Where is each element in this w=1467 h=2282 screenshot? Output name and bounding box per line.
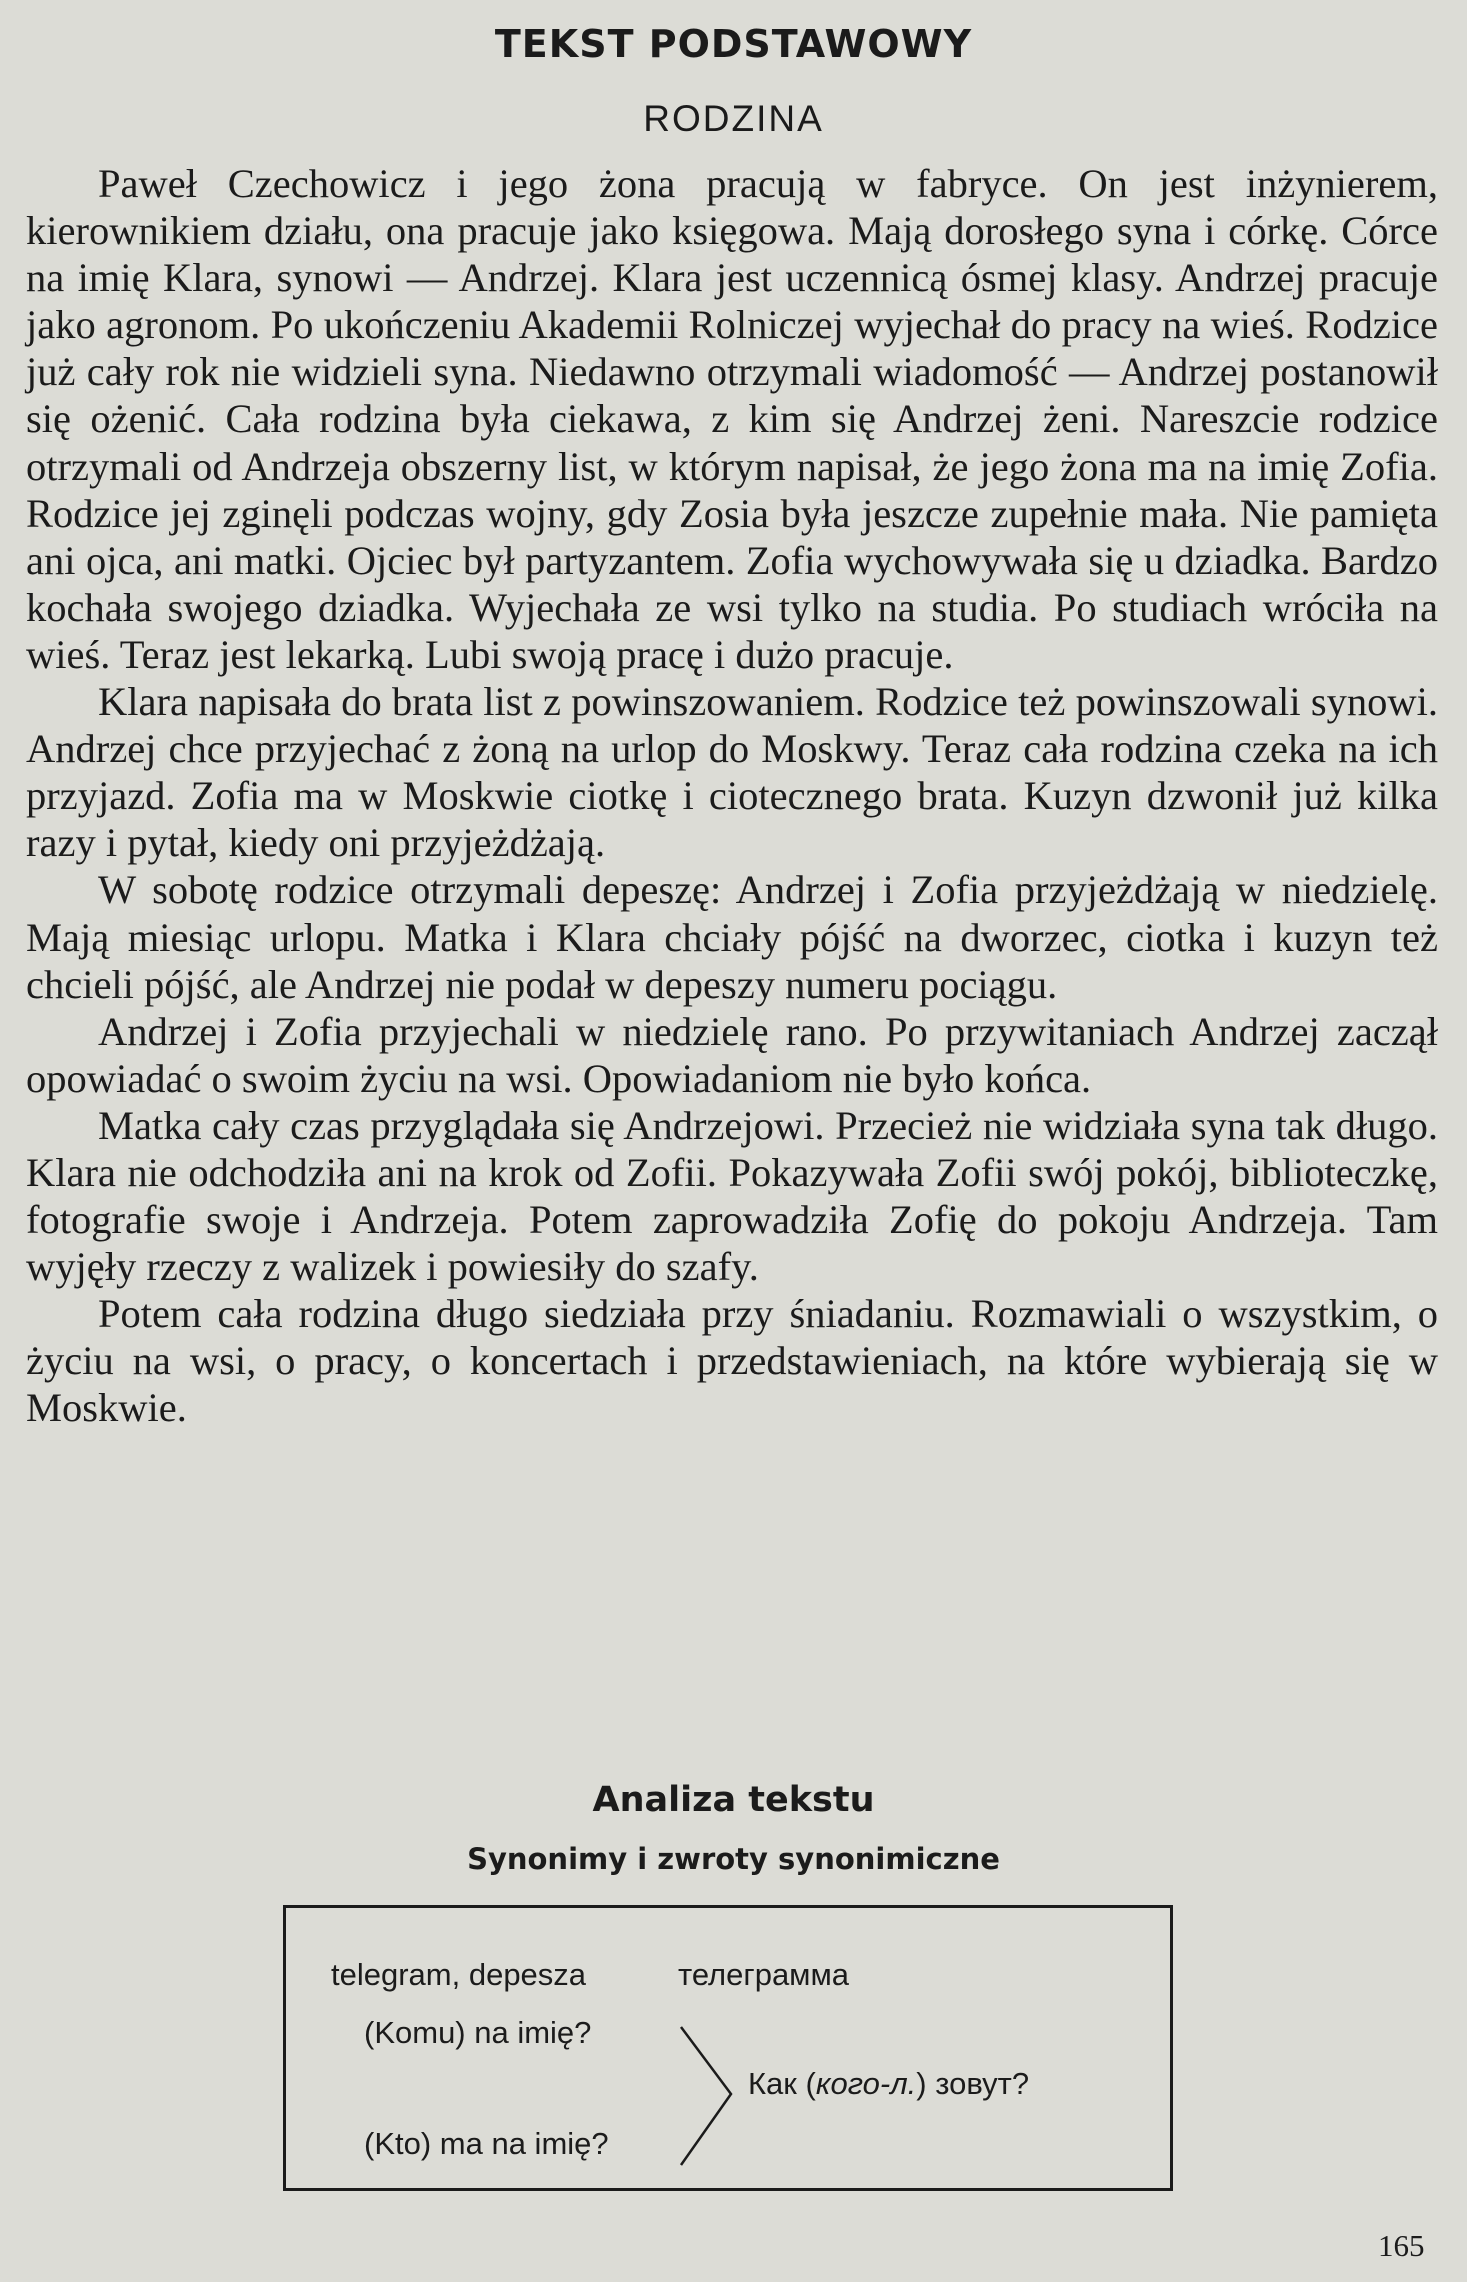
text-title: RODZINA xyxy=(643,98,824,139)
main-text xyxy=(26,160,1438,1432)
paragraph-4: Andrzej i Zofia przyjechali w niedzielę rano. Po przywitaniach Andrzej zaczął opowiadać o swoim życiu na wsi. Opowiadaniom nie było końca. xyxy=(26,1008,1438,1101)
synonym-polish-1: telegram, depesza xyxy=(331,1957,587,1992)
page-number: 165 xyxy=(1378,2228,1425,2263)
synonym-russian-2 xyxy=(748,2066,1029,2102)
paragraph-1: Paweł Czechowicz i jego żona pracują w fabryce. On jest inżynierem, kierownikiem działu, ona pracuje jako księgowa. Mają dorosłego syna i córkę. Córce na imię Klara, synowi — Andrzej. Klara jest uczennicą ósmej klasy. Andrzej pracuje jako agronom. Po ukończeniu Akademii Rolniczej wyjechał do pracy na wieś. Rodzice już cały rok nie widzieli syna. Niedawno otrzymali wiadomość — Andrzej postanowił się ożenić. Cała rodzina była ciekawa, z kim się Andrzej żeni. Nareszcie rodzice otrzymali od Andrzeja obszerny list, w którym napisał, że jego żona ma na imię Zofia. Rodzice jej zginęli podczas wojny, gdy Zosia była jeszcze zupełnie mała. Nie pamięta ani ojca, ani matki. Ojciec był partyzantem. Zofia wychowywała się u dziadka. Bardzo kochała swojego dziadka. Wyjechała ze wsi tylko na studia. Po studiach wróciła na wieś. Teraz jest lekarką. Lubi swoją pracę i dużo pracuje. xyxy=(26,161,1438,677)
paragraph-6: Potem cała rodzina długo siedziała przy śniadaniu. Rozmawiali o wszystkim, o życiu na wsi, o pracy, o koncertach i przedstawieniach, na które wybierają się w Moskwie. xyxy=(26,1291,1438,1431)
russian-prefix: Как ( xyxy=(748,2066,816,2101)
section-subheading: Synonimy i zwroty synonimiczne xyxy=(467,1842,1000,1876)
synonym-polish-3: (Kto) ma na imię? xyxy=(364,2126,609,2161)
section-heading: Analiza tekstu xyxy=(592,1780,875,1820)
synonym-polish-2: (Komu) na imię? xyxy=(364,2015,592,2050)
page-title: TEKST PODSTAWOWY xyxy=(494,22,973,66)
paragraph-5: Matka cały czas przyglądała się Andrzejowi. Przecież nie widziała syna tak długo. Klara nie odchodziła ani na krok od Zofii. Pokazywała Zofii swój pokój, biblioteczkę, fotografie swoje i Andrzeja. Potem zaprowadziła Zofię do pokoju Andrzeja. Tam wyjęły rzeczy z walizek i powiesiły do szafy. xyxy=(26,1102,1438,1290)
paragraph-3: W sobotę rodzice otrzymali depeszę: Andrzej i Zofia przyjeżdżają w niedzielę. Mają miesiąc urlopu. Matka i Klara chciały pójść na dworzec, ciotka i kuzyn też chcieli pójść, ale Andrzej nie podał w depeszy numeru pociągu. xyxy=(26,867,1438,1007)
russian-suffix: ) зовут? xyxy=(916,2066,1030,2101)
paragraph-2: Klara napisała do brata list z powinszowaniem. Rodzice też powinszowali synowi. Andrzej chce przyjechać z żoną na urlop do Moskwy. Teraz cała rodzina czeka na ich przyjazd. Zofia ma w Moskwie ciotkę i ciotecznego brata. Kuzyn dzwonił już kilka razy i pytał, kiedy oni przyjeżdżają. xyxy=(26,679,1438,866)
russian-italic: кого-л. xyxy=(815,2066,917,2101)
synonyms-box xyxy=(283,1905,1173,2191)
synonym-russian-1: телеграмма xyxy=(678,1957,850,1992)
